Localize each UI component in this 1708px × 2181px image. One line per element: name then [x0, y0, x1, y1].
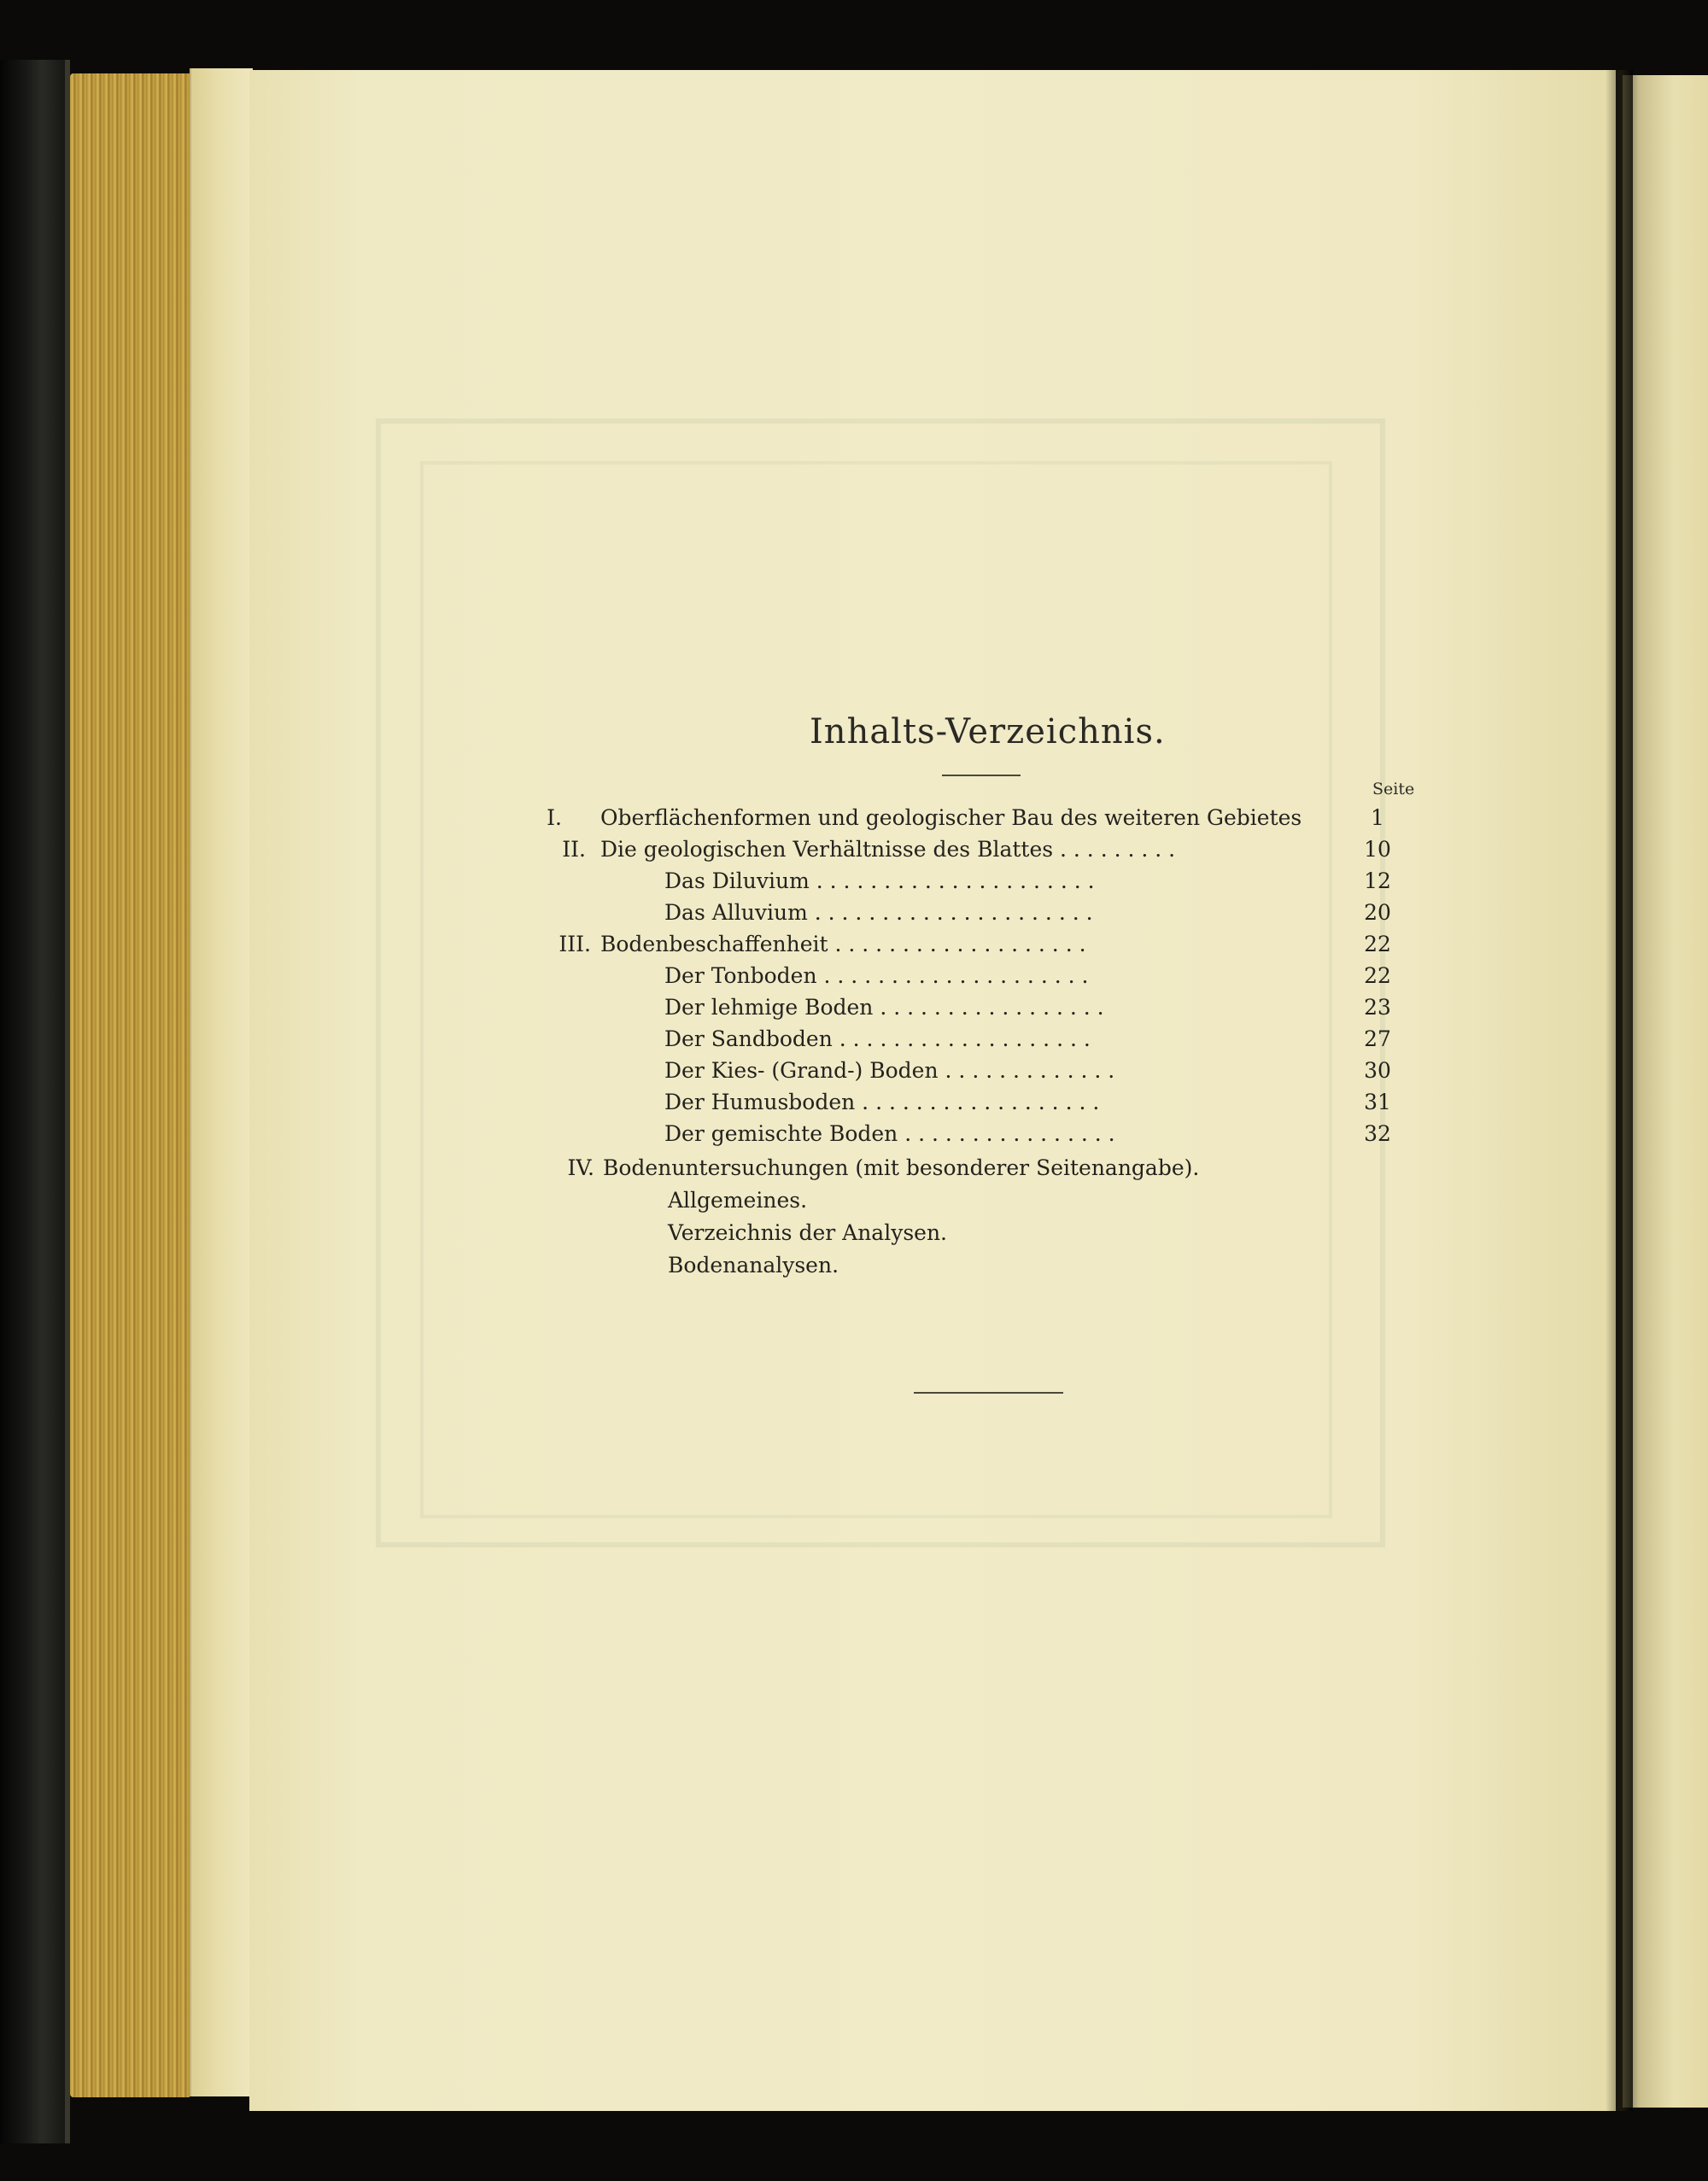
- toc-entry-number: III.: [559, 932, 591, 956]
- toc-entry-title: Der Sandboden . . . . . . . . . . . . . . . . . . .: [664, 1026, 1091, 1051]
- toc-entry-page: 22: [1364, 963, 1391, 988]
- toc-entry-title: Die geologischen Verhältnisse des Blattes . . . . . . . . .: [600, 837, 1176, 862]
- toc-entry-title: Verzeichnis der Analysen.: [668, 1220, 947, 1245]
- toc-entry-page: 27: [1364, 1026, 1391, 1051]
- toc-entry-number: I.: [547, 805, 562, 830]
- toc-entry: [0, 995, 1708, 1024]
- toc-entry-page: 20: [1364, 900, 1391, 925]
- page-column-header: Seite: [1372, 780, 1415, 798]
- toc-entry-title: Der lehmige Boden . . . . . . . . . . . . . . . . .: [664, 995, 1104, 1020]
- toc-entry-title: Bodenuntersuchungen (mit besonderer Seitenangabe).: [603, 1155, 1200, 1180]
- toc-entry: [0, 868, 1708, 898]
- toc-entry-title: Der Tonboden . . . . . . . . . . . . . . . . . . . .: [664, 963, 1089, 988]
- toc-entry-title: Der Kies- (Grand-) Boden . . . . . . . . . . . . .: [664, 1058, 1115, 1083]
- toc-entry-title: Allgemeines.: [668, 1188, 808, 1213]
- toc-entry-title: Der Humusboden . . . . . . . . . . . . . . . . . .: [664, 1090, 1100, 1114]
- closing-rule: [914, 1392, 1063, 1394]
- toc-entry-title: Bodenbeschaffenheit . . . . . . . . . . . . . . . . . . .: [600, 932, 1086, 956]
- toc-entry-page: 22: [1364, 932, 1391, 956]
- toc-entry-title: Das Diluvium . . . . . . . . . . . . . . . . . . . . .: [664, 868, 1095, 893]
- toc-entry-page: 31: [1364, 1090, 1391, 1114]
- toc-entry-title: Bodenanalysen.: [668, 1253, 839, 1278]
- toc-entry: [0, 805, 1708, 834]
- toc-entry-number: II.: [562, 837, 586, 862]
- toc-entry: [0, 1253, 1708, 1282]
- toc-entry-page: 30: [1364, 1058, 1391, 1083]
- toc-entry-page: 1: [1371, 805, 1384, 830]
- toc-entry: [0, 1026, 1708, 1055]
- toc-entry: [0, 1121, 1708, 1150]
- toc-entry-page: 23: [1364, 995, 1391, 1020]
- title-rule: [942, 775, 1021, 776]
- page-title: Inhalts-Verzeichnis.: [810, 712, 1166, 751]
- toc-entry-title: Der gemischte Boden . . . . . . . . . . . . . . . .: [664, 1121, 1115, 1146]
- toc-entry: [0, 1188, 1708, 1217]
- toc-entry-title: Oberflächenformen und geologischer Bau des weiteren Gebietes: [600, 805, 1302, 830]
- toc-entry: [0, 1155, 1708, 1184]
- toc-entry: [0, 1058, 1708, 1087]
- toc-entry-number: IV.: [567, 1155, 594, 1180]
- toc-entry: [0, 932, 1708, 961]
- toc-entry: [0, 1090, 1708, 1119]
- toc-entry: [0, 900, 1708, 929]
- toc-entry-title: Das Alluvium . . . . . . . . . . . . . . . . . . . . .: [664, 900, 1093, 925]
- toc-entry: [0, 963, 1708, 992]
- toc-entry-page: 10: [1364, 837, 1391, 862]
- toc-entry: [0, 1220, 1708, 1249]
- toc-entry: [0, 837, 1708, 866]
- toc-entry-page: 12: [1364, 868, 1391, 893]
- toc-entry-page: 32: [1364, 1121, 1391, 1146]
